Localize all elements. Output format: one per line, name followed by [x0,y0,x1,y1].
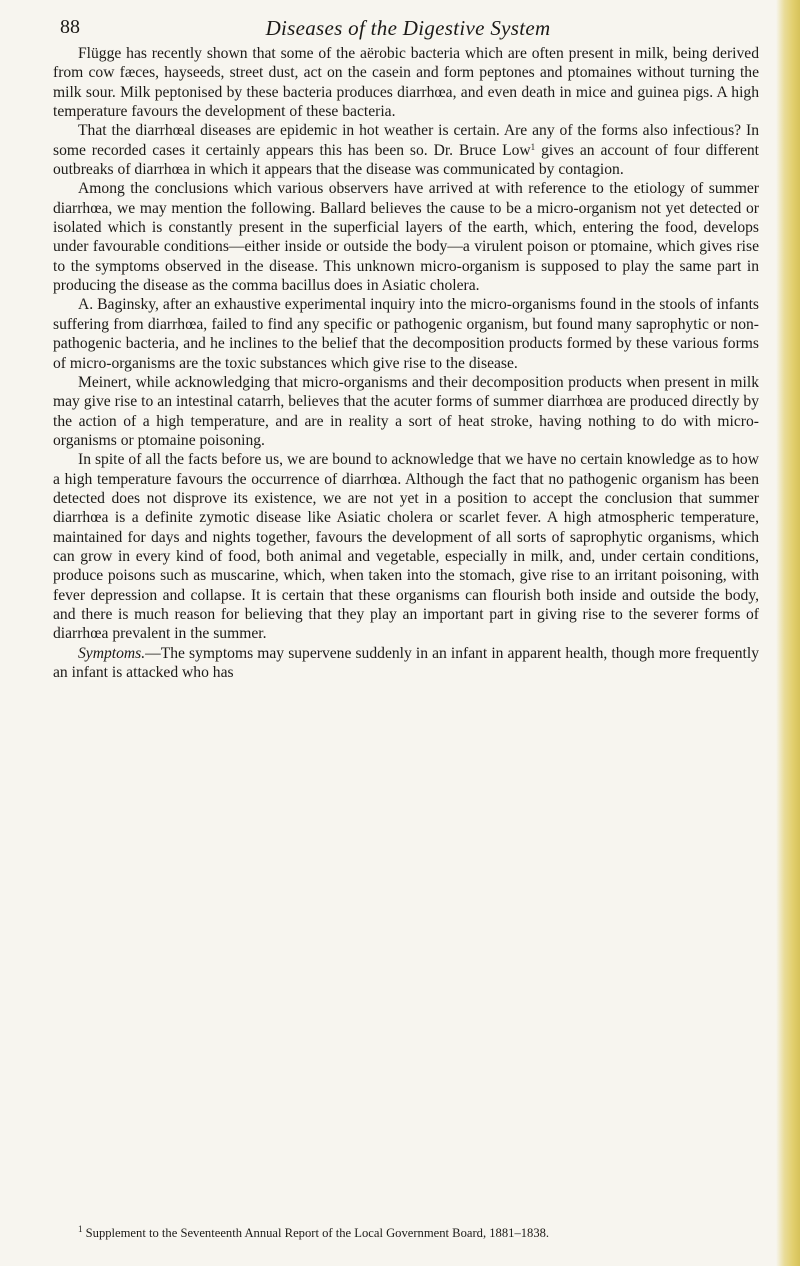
paragraph-epidemic-text: That the diarrhœal diseases are epidemic in hot weather is certain. Are any of the forms also infectious? In some recorded cases it certainly appears this has been so. Dr. Bruce Low [53,122,759,159]
paragraph-spite: In spite of all the facts before us, we are bound to acknowledge that we have no certain knowledge as to how a high temperature favours the occurrence of diarrhœa. Although the fact that no pathogenic organism has been detected does not disprove its existence, we are not yet in a position to accept the conclusion that summer diarrhœa is a definite zymotic disease like Asiatic cholera or scarlet fever. A high atmospheric temperature, maintained for days and nights together, favours the development of all sorts of saprophytic organisms, which can grow in every kind of food, both animal and vegetable, especially in milk, and, under certain conditions, produce poisons such as muscarine, which, when taken into the stomach, give rise to an irritant poisoning, with fever depression and collapse. It is certain that these organisms can flourish both inside and outside the body, and there is much reason for believing that they play an important part in giving rise to the severer forms of diarrhœa prevalent in the summer. [53,451,759,643]
paragraph-symptoms [53,644,759,683]
paragraph-conclusions: Among the conclusions which various observers have arrived at with reference to the etiology of summer diarrhœa, we may mention the following. Ballard believes the cause to be a micro-organism not yet detected or isolated which is constantly present in the superficial layers of the earth, which, entering the food, develops under favourable conditions—either inside or outside the body—a virulent poison or ptomaine, which gives rise to the symptoms observed in the disease. This unknown micro-organism is supposed to play the same part in producing the disease as the comma bacillus does in Asiatic cholera. [53,180,759,295]
paragraph-epidemic [53,121,759,179]
footnote-text: Supplement to the Seventeenth Annual Report of the Local Government Board, 1881–1838. [85,1226,550,1240]
footnote-marker: 1 [530,141,536,152]
footnotes [53,1225,759,1241]
footnote-number: 1 [78,1224,83,1234]
paragraph-epidemic-continuation: gives an account of four different outbreaks of diarrhœa in which it appears that the disease was communicated by contagion. [53,141,759,179]
page-edge-shading [776,0,800,1266]
paragraph-baginsky: A. Baginsky, after an exhaustive experimental inquiry into the micro-organisms found in the stools of infants suffering from diarrhœa, failed to find any specific or pathogenic organism, but found many saprophytic or non-pathogenic bacteria, and he inclines to the belief that the decomposition products formed by these various forms of micro-organisms are the toxic substances which give rise to the disease. [53,296,759,372]
paragraph-meinert: Meinert, while acknowledging that micro-organisms and their decomposition products when present in milk may give rise to an intestinal catarrh, believes that the acuter forms of summer diarrhœa are produced directly by the action of a high temperature, and are in reality a sort of heat stroke, having nothing to do with micro-organisms or ptomaine poisoning. [53,373,759,449]
page-number: 88 [60,16,80,38]
page-header [60,14,756,46]
running-title: Diseases of the Digestive System [265,16,551,40]
symptoms-heading: Symptoms. [78,644,146,662]
symptoms-text: —The symptoms may supervene suddenly in an infant in apparent health, though more frequently an infant is attacked who has [53,644,759,681]
paragraph-fluegge: Flügge has recently shown that some of the aërobic bacteria which are often present in milk, being derived from cow fæces, hayseeds, street dust, act on the casein and form peptones and ptomaines without turning the milk sour. Milk peptonised by these bacteria produces diarrhœa, and even death in mice and guinea pigs. A high temperature favours the development of these bacteria. [53,45,759,121]
footnote [53,1225,759,1241]
body-text [53,44,759,682]
